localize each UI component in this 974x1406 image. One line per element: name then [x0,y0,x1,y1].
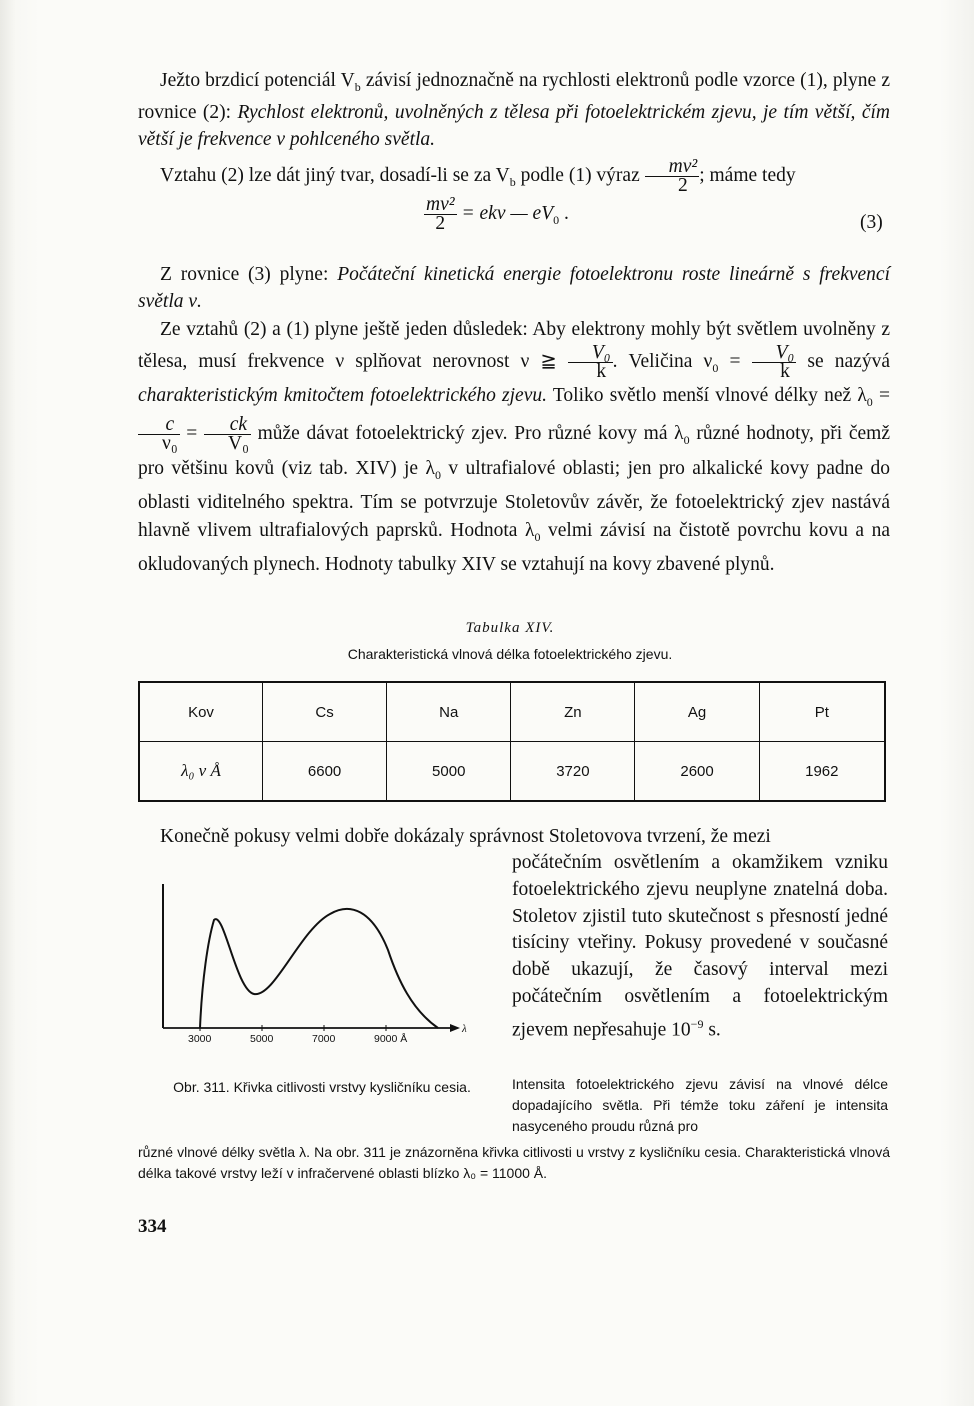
row-label: λ₀ v Å [139,742,263,802]
table-row [139,742,885,802]
equation-label: (3) [860,212,883,233]
header-cell: Ag [635,682,759,742]
header-cell: Pt [759,682,885,742]
header-cell: Na [387,682,511,742]
table-cell: 2600 [635,742,759,802]
small-print-right: Intensita fotoelektrického zjevu závisí na vlnové délce dopadajícího světla. Při témže toku záření je intensita nasyceného proudu různá pro [512,1076,888,1134]
sensitivity-curve-figure [150,880,480,1060]
paragraph-2: Vztahu (2) lze dát jiný tvar, dosadí-li se za $V_b$ podle (1) výraz $\frac{\text{mv²}}{2}$ ; máme tedy [160,156,796,196]
x-axis-arrow [450,1024,460,1032]
paragraph-1: Ježto brzdicí potenciál $V_b$ závisí jednoznačně na rychlosti elektronů podle vzorce (1), plyne z rovnice (2): Rychlost elektronů, uvolněných z tělesa při fotoelektrickém zjevu, je tím větší, čím větší je frekvence ν pohlceného světla. [138,70,890,150]
axis-symbol: λ [462,1023,467,1035]
equation-3: $\frac{\text{mv²}}{2}$ = ekν — $eV_0$ . [426,194,569,234]
figure-caption: Obr. 311. Křivka citlivosti vrstvy kysličníku cesia. [173,1079,471,1095]
table-label: Tabulka XIV. [465,620,555,636]
sensitivity-curve [200,909,438,1028]
tick-label: 9000 Å [374,1033,408,1045]
small-print-full: různé vlnové délky světla λ. Na obr. 311 je znázorněna křivka citlivosti u vrstvy z kysličníku cesia. Charakteristická vlnová délka takové vrstvy leží v infračervené oblasti blízko λ₀ = 11000 Å. [138,1144,890,1181]
table-cell: 1962 [759,742,885,802]
header-cell: Kov [139,682,263,742]
table-cell: 6600 [263,742,387,802]
wavelength-table [138,681,886,802]
paragraph-3: Z rovnice (3) plyne: Počáteční kinetická energie fotoelektronu roste lineárně s frekvencí světla ν. [138,264,890,312]
fraction-mv2: $\frac{\text{mv²}}{2}$ [645,158,700,195]
tick-label: 7000 [312,1033,336,1045]
tick-label: 5000 [250,1033,274,1045]
paragraph-4: Ze vztahů (2) a (1) plyne ještě jeden důsledek: Aby elektrony mohly být světlem uvolněny z tělesa, musí frekvence ν splňovat nerovnost ν ≧ $\frac{\text{V₀}}{k}$ . Veličina $\nu_0$ = $\frac{\text{V₀}}{k}$ se nazývá charakteristickým kmitočtem fotoelektrického zjevu. Toliko světlo menší vlnové délky než $\lambda_0$ = $\frac{c}{\text{ν₀}}$ = $\frac{ck}{\text{V₀}}$ může dávat fotoelektrický zjev. Pro různé kovy má $\lambda_0$ různé hodnoty, při čemž pro většinu kovů (viz tab. XIV) je $\lambda_0$ v ultrafialové oblasti; jen pro alkalické kovy padne do oblasti viditelného spektra. Tím se potvrzuje Stoletovův závěr, že fotoelektrický zjev nastává hlavně vlivem ultrafialových paprsků. Hodnota $\lambda_0$ velmi závisí na čistotě povrchu kovu a na okludovaných plynech. Hodnoty tabulky XIV se vztahují na kovy zbavené plynů. [138,319,891,575]
header-cell: Cs [263,682,387,742]
header-cell: Zn [511,682,635,742]
tick-label: 3000 [188,1033,212,1045]
table-header-row [139,682,885,742]
table-title: Charakteristická vlnová délka fotoelektrického zjevu. [347,646,673,662]
table-cell: 5000 [387,742,511,802]
paragraph-5-first-line: Konečně pokusy velmi dobře dokázaly správnost Stoletovova tvrzení, že mezi [160,826,771,847]
page-number: 334 [138,1216,167,1237]
paragraph-5-rest: počátečním osvětlením a okamžikem vzniku fotoelektrického zjevu neuplyne znatelná doba. Stoletov zjistil tuto skutečnost s přesností jedné tisíciny vteřiny. Pokusy provedené v současné době ukazují, že časový interval mezi počátečním osvětlením a fotoelektrickým zjevem nepřesahuje $10^{-9}$ s. [512,852,888,1041]
table-cell: 3720 [511,742,635,802]
